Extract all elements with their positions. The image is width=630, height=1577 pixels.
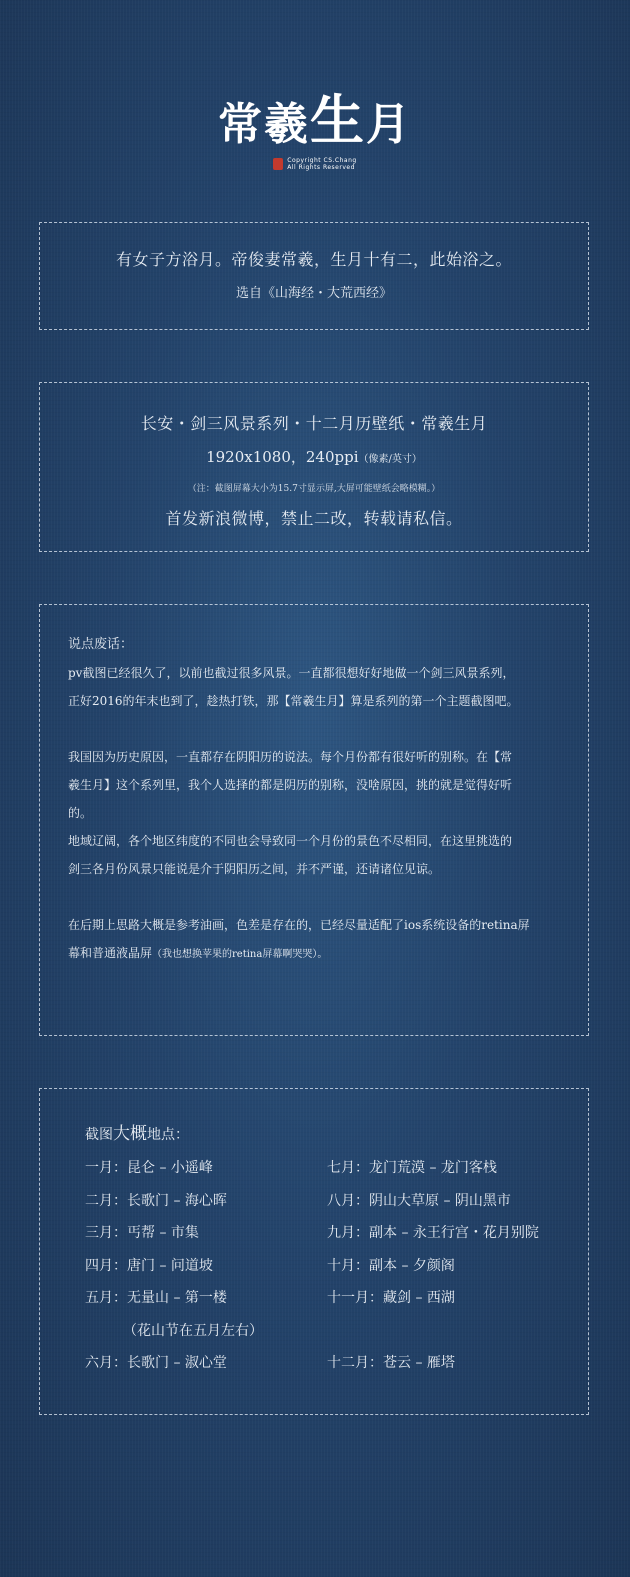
- location-item: 九月：副本 – 永王行宫・花月别院: [327, 1225, 539, 1241]
- notes-line: [68, 939, 560, 969]
- logo-subline: [0, 157, 630, 171]
- seal-icon: [273, 158, 283, 170]
- locations-heading: [85, 1119, 588, 1144]
- notes-line: 在后期上思路大概是参考油画，色差是存在的，已经尽量适配了ios系统设备的retina屏: [68, 918, 530, 932]
- screen-note: （注：截图屏幕大小为15.7寸显示屏,大屏可能壁纸会略模糊。）: [187, 484, 441, 494]
- location-item: 十月：副本 – 夕颜阁: [327, 1257, 455, 1274]
- location-item: 六月：长歌门 – 淑心堂: [85, 1355, 227, 1371]
- locations-heading-b: 大概: [113, 1124, 147, 1144]
- notes-line: 剑三各月份风景只能说是介于阴阳历之间，并不严谨，还请诸位见谅。: [68, 862, 441, 876]
- notes-line: pv截图已经很久了，以前也截过很多风景。一直都很想好好地做一个剑三风景系列，: [68, 666, 515, 680]
- notes-line: 我国因为历史原因，一直都存在阴阳历的说法。每个月份都有很好听的别称。在【常: [68, 750, 513, 764]
- notes-line: 正好2016的年末也到了，趁热打铁，那【常羲生月】算是系列的第一个主题截图吧。: [68, 694, 519, 708]
- logo-title: [218, 78, 412, 155]
- logo-title-b: 生: [310, 88, 366, 152]
- location-spacer: [327, 1315, 569, 1348]
- location-note: （花山节在五月左右）: [123, 1322, 263, 1339]
- location-item: 七月：龙门荒漠 – 龙门客栈: [327, 1160, 497, 1176]
- location-item: 五月：无量山 – 第一楼: [85, 1290, 227, 1306]
- notes-line-a: 幕和普通液晶屏: [68, 946, 153, 960]
- quote-text: 有女子方浴月。帝俊妻常羲，生月十有二，此始浴之。: [115, 250, 512, 269]
- info-box: [39, 382, 589, 552]
- locations-left-column: [85, 1152, 327, 1380]
- resolution: [40, 446, 588, 467]
- logo-title-c: 月: [366, 99, 412, 150]
- locations-box: [39, 1088, 589, 1415]
- locations-right-column: [327, 1152, 569, 1380]
- notes-line-b: （我也想换苹果的retina屏幕啊哭哭）。: [152, 949, 328, 960]
- notes-line: 地域辽阔，各个地区纬度的不同也会导致同一个月份的景色不尽相同，在这里挑选的: [68, 834, 513, 848]
- series-title: 长安・剑三风景系列・十二月历壁纸・常羲生月: [140, 414, 488, 433]
- quote-source: 选自《山海经・大荒西经》: [235, 286, 392, 301]
- notes-box: [39, 604, 589, 1036]
- notes-line: 的。: [68, 806, 93, 820]
- logo-copyright-line2: All Rights Reserved: [287, 164, 355, 171]
- logo-title-a: 常羲: [218, 99, 310, 150]
- logo-copyright: [287, 157, 356, 171]
- resolution-value: 1920x1080，240ppi: [206, 448, 359, 466]
- location-item: 八月：阴山大草原 – 阴山黑市: [327, 1192, 511, 1209]
- location-item: 二月：长歌门 – 海心晖: [85, 1192, 227, 1209]
- locations-heading-a: 截图: [85, 1127, 113, 1143]
- location-item: 十二月：苍云 – 雁塔: [327, 1355, 455, 1371]
- notes-heading: 说点废话：: [68, 637, 134, 652]
- quote-box: [39, 222, 589, 330]
- location-item: 十一月：藏剑 – 西湖: [327, 1290, 455, 1306]
- logo: [0, 78, 630, 171]
- location-item: 三月：丐帮 – 市集: [85, 1225, 199, 1241]
- logo-copyright-line1: Copyright CS.Chang: [287, 157, 357, 164]
- locations-heading-c: 地点：: [147, 1127, 189, 1143]
- resolution-unit: （像素/英寸）: [358, 454, 422, 465]
- repost-rule: 首发新浪微博，禁止二改，转载请私信。: [165, 509, 463, 528]
- notes-line: 羲生月】这个系列里，我个人选择的都是阴历的别称，没啥原因，挑的就是觉得好听: [68, 778, 513, 792]
- location-item: 四月：唐门 – 问道坡: [85, 1257, 213, 1274]
- location-item: 一月：昆仑 – 小遥峰: [85, 1160, 213, 1176]
